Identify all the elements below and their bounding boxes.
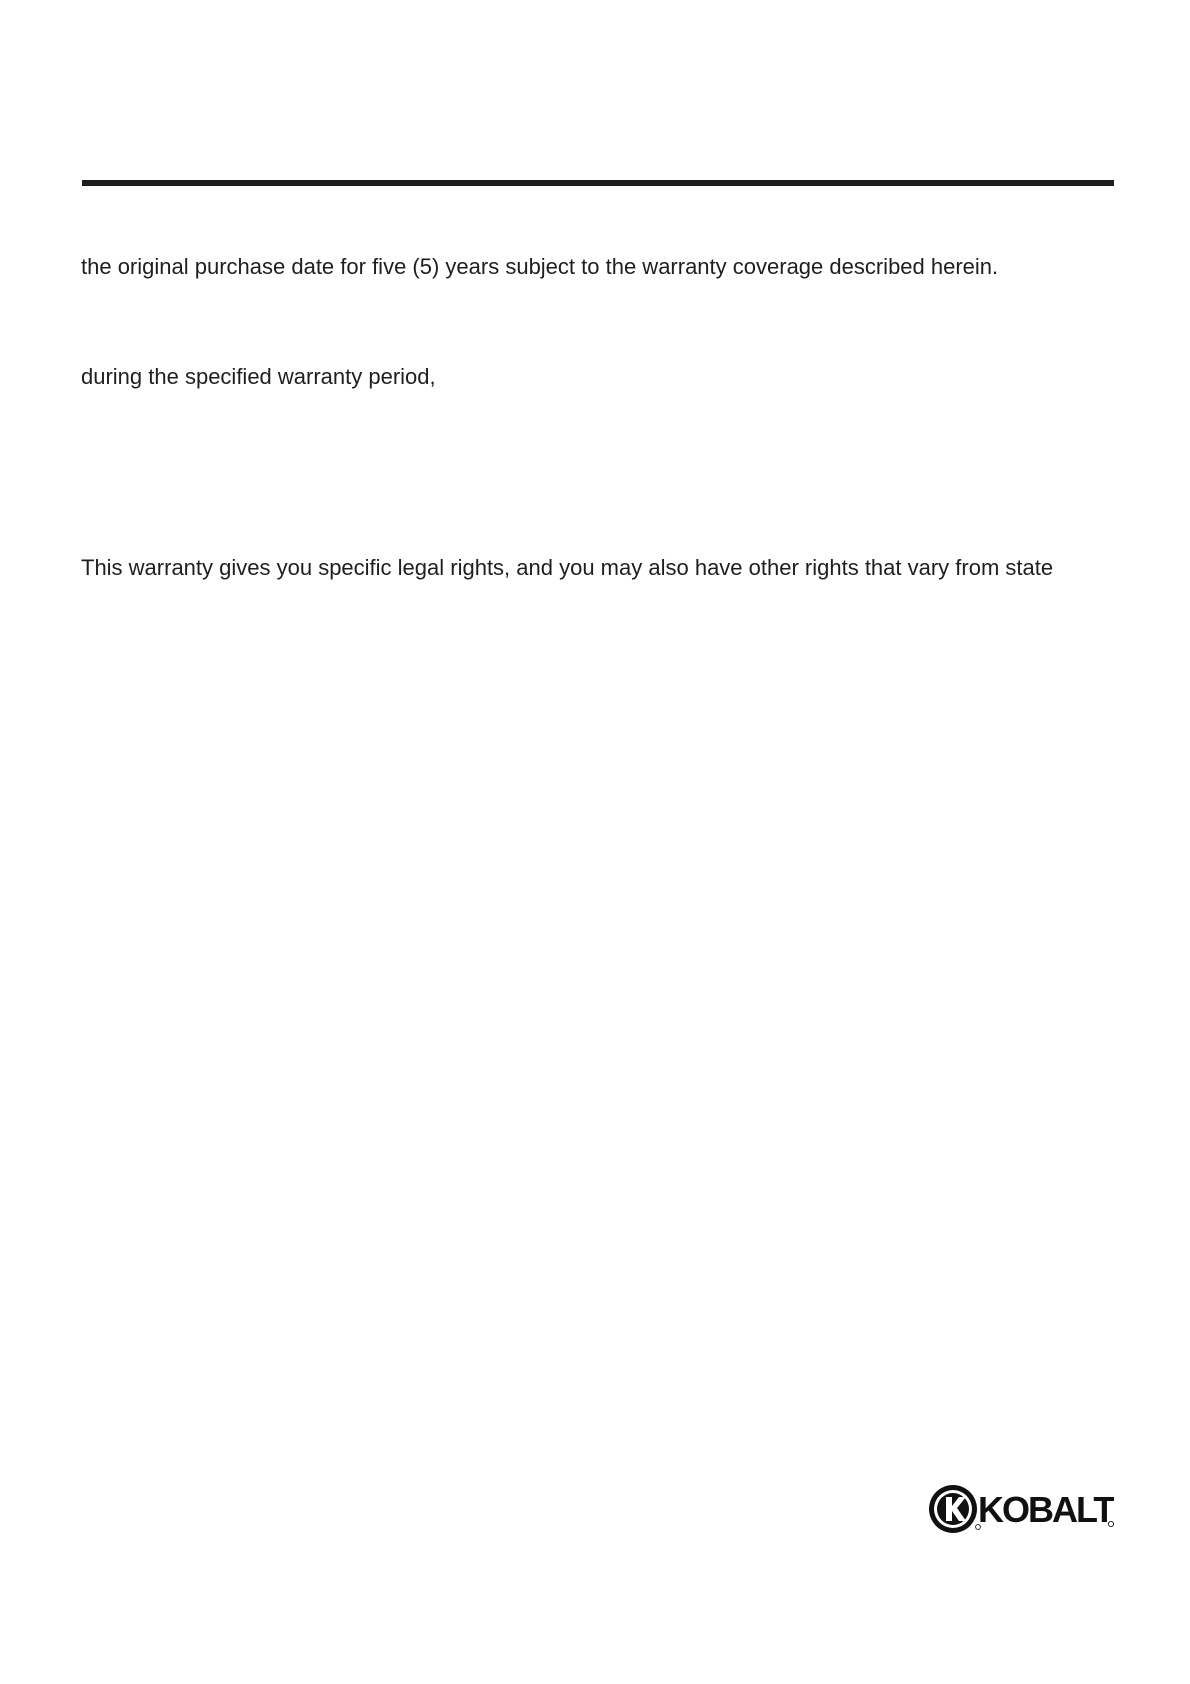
warranty-text-line-3: This warranty gives you specific legal rights, and you may also have other rights that vary from state	[81, 555, 1054, 580]
kobalt-wordmark: KOBALT	[978, 1489, 1114, 1530]
kobalt-logo-graphic	[928, 1482, 1114, 1536]
header-rule	[82, 180, 1114, 186]
kobalt-logo	[928, 1482, 1114, 1536]
warranty-text-line-1: the original purchase date for five (5) years subject to the warranty coverage described herein.	[81, 254, 999, 279]
kobalt-k-emblem-icon	[929, 1485, 977, 1533]
warranty-text-line-2: during the specified warranty period,	[81, 364, 436, 389]
